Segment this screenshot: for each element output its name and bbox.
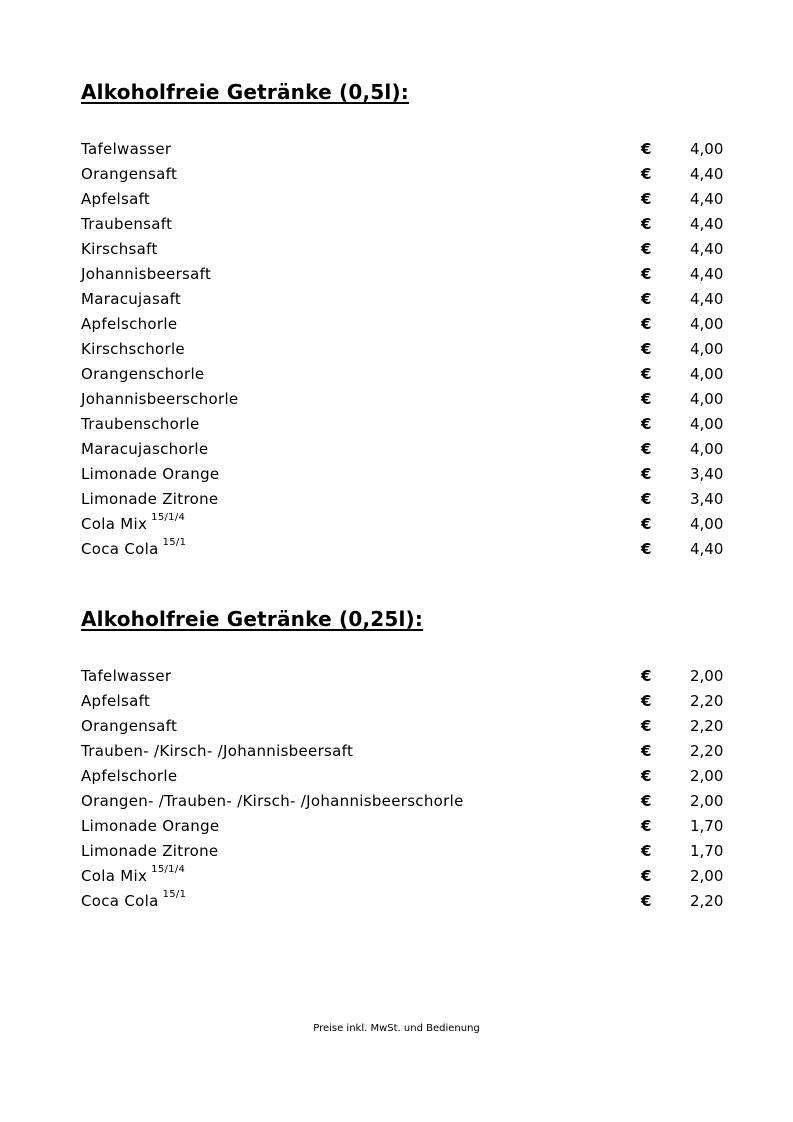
item-name-text: Apfelschorle — [81, 767, 178, 785]
item-price: 2,20 — [690, 742, 724, 760]
list-item — [81, 189, 741, 214]
euro-icon: € — [641, 717, 652, 735]
item-price: 2,00 — [690, 867, 724, 885]
item-name — [81, 239, 158, 259]
item-name — [81, 866, 185, 886]
item-name-text: Trauben- /Kirsch- /Johannisbeersaft — [81, 742, 354, 760]
item-name — [81, 339, 185, 359]
euro-icon: € — [641, 842, 652, 860]
item-name — [81, 389, 238, 409]
item-name — [81, 139, 171, 159]
item-name-text: Cola Mix — [81, 515, 148, 533]
euro-icon: € — [641, 365, 652, 383]
euro-icon: € — [641, 490, 652, 508]
item-price: 4,40 — [690, 215, 724, 233]
item-name — [81, 289, 181, 309]
list-item — [81, 691, 741, 716]
item-name — [81, 314, 177, 334]
item-name-text: Limonade Orange — [81, 465, 220, 483]
item-price: 4,00 — [690, 140, 724, 158]
item-name-text: Tafelwasser — [81, 667, 172, 685]
item-name — [81, 666, 171, 686]
list-item — [81, 464, 741, 489]
item-name — [81, 164, 177, 184]
list-item — [81, 339, 741, 364]
list-item — [81, 766, 741, 791]
item-price: 4,40 — [690, 540, 724, 558]
item-name-text: Maracujasaft — [81, 290, 182, 308]
euro-icon: € — [641, 390, 652, 408]
list-item — [81, 314, 741, 339]
list-item — [81, 164, 741, 189]
list-item — [81, 239, 741, 264]
item-name-text: Apfelsaft — [81, 692, 151, 710]
euro-icon: € — [641, 290, 652, 308]
item-price: 2,00 — [690, 767, 724, 785]
item-name — [81, 189, 150, 209]
additive-footnote: 15/1/4 — [151, 512, 186, 523]
euro-icon: € — [641, 340, 652, 358]
list-item — [81, 539, 741, 564]
item-name-text: Cola Mix — [81, 867, 148, 885]
euro-icon: € — [641, 240, 652, 258]
euro-icon: € — [641, 190, 652, 208]
item-name-text: Traubenschorle — [81, 415, 200, 433]
list-item — [81, 264, 741, 289]
item-price: 2,00 — [690, 792, 724, 810]
item-name — [81, 691, 150, 711]
additive-footnote: 15/1/4 — [151, 864, 186, 875]
item-name-text: Orangenschorle — [81, 365, 205, 383]
item-price: 4,40 — [690, 165, 724, 183]
item-name — [81, 766, 177, 786]
euro-icon: € — [641, 415, 652, 433]
item-name-text: Coca Cola — [81, 892, 159, 910]
item-name-text: Traubensaft — [81, 215, 173, 233]
list-item — [81, 414, 741, 439]
euro-icon: € — [641, 315, 652, 333]
euro-icon: € — [641, 692, 652, 710]
item-name-text: Coca Cola — [81, 540, 159, 558]
list-item — [81, 841, 741, 866]
list-item — [81, 364, 741, 389]
item-price: 4,00 — [690, 515, 724, 533]
euro-icon: € — [641, 867, 652, 885]
item-price: 4,00 — [690, 390, 724, 408]
item-name — [81, 414, 200, 434]
list-item — [81, 139, 741, 164]
euro-icon: € — [641, 742, 652, 760]
item-price: 1,70 — [690, 842, 724, 860]
item-name-text: Johannisbeersaft — [81, 265, 212, 283]
item-price: 4,00 — [690, 365, 724, 383]
price-list-025l — [81, 666, 741, 916]
item-price: 2,20 — [690, 717, 724, 735]
item-name-text: Orangensaft — [81, 165, 178, 183]
euro-icon: € — [641, 265, 652, 283]
item-name — [81, 214, 172, 234]
euro-icon: € — [641, 792, 652, 810]
additive-footnote: 15/1 — [162, 889, 187, 900]
additive-footnote: 15/1 — [162, 537, 187, 548]
list-item — [81, 666, 741, 691]
item-name — [81, 464, 219, 484]
item-name — [81, 716, 177, 736]
item-price: 4,40 — [690, 240, 724, 258]
section-title-025l: Alkoholfreie Getränke (0,25l): — [81, 607, 424, 631]
footer-note: Preise inkl. MwSt. und Bedienung — [313, 1023, 480, 1034]
item-name-text: Kirschsaft — [81, 240, 158, 258]
euro-icon: € — [641, 817, 652, 835]
item-name — [81, 816, 219, 836]
list-item — [81, 816, 741, 841]
item-name-text: Orangensaft — [81, 717, 178, 735]
item-price: 4,00 — [690, 415, 724, 433]
item-price: 4,00 — [690, 440, 724, 458]
euro-icon: € — [641, 465, 652, 483]
price-list-05l — [81, 139, 741, 564]
item-name — [81, 539, 186, 559]
item-name — [81, 489, 218, 509]
item-name-text: Johannisbeerschorle — [81, 390, 239, 408]
list-item — [81, 389, 741, 414]
item-name-text: Tafelwasser — [81, 140, 172, 158]
item-price: 4,40 — [690, 190, 724, 208]
item-name-text: Limonade Zitrone — [81, 842, 219, 860]
euro-icon: € — [641, 515, 652, 533]
euro-icon: € — [641, 892, 652, 910]
item-price: 4,00 — [690, 340, 724, 358]
euro-icon: € — [641, 140, 652, 158]
item-price: 2,20 — [690, 692, 724, 710]
item-name — [81, 364, 204, 384]
item-name — [81, 264, 211, 284]
item-name-text: Limonade Zitrone — [81, 490, 219, 508]
list-item — [81, 289, 741, 314]
list-item — [81, 439, 741, 464]
item-name — [81, 841, 218, 861]
item-name-text: Apfelschorle — [81, 315, 178, 333]
item-name-text: Kirschschorle — [81, 340, 185, 358]
euro-icon: € — [641, 767, 652, 785]
list-item — [81, 514, 741, 539]
item-price: 4,40 — [690, 265, 724, 283]
section-title-05l: Alkoholfreie Getränke (0,5l): — [81, 80, 409, 104]
list-item — [81, 716, 741, 741]
item-name-text: Orangen- /Trauben- /Kirsch- /Johannisbeerschorle — [81, 792, 464, 810]
item-name-text: Apfelsaft — [81, 190, 151, 208]
item-price: 1,70 — [690, 817, 724, 835]
item-price: 4,00 — [690, 315, 724, 333]
item-name — [81, 791, 464, 811]
item-name — [81, 439, 208, 459]
list-item — [81, 489, 741, 514]
item-price: 3,40 — [690, 465, 724, 483]
item-name-text: Maracujaschorle — [81, 440, 209, 458]
item-name — [81, 891, 186, 911]
euro-icon: € — [641, 215, 652, 233]
item-price: 3,40 — [690, 490, 724, 508]
list-item — [81, 214, 741, 239]
list-item — [81, 866, 741, 891]
item-price: 4,40 — [690, 290, 724, 308]
euro-icon: € — [641, 440, 652, 458]
item-price: 2,20 — [690, 892, 724, 910]
item-name — [81, 741, 353, 761]
item-name — [81, 514, 185, 534]
list-item — [81, 891, 741, 916]
item-price: 2,00 — [690, 667, 724, 685]
euro-icon: € — [641, 540, 652, 558]
euro-icon: € — [641, 667, 652, 685]
list-item — [81, 741, 741, 766]
list-item — [81, 791, 741, 816]
euro-icon: € — [641, 165, 652, 183]
item-name-text: Limonade Orange — [81, 817, 220, 835]
